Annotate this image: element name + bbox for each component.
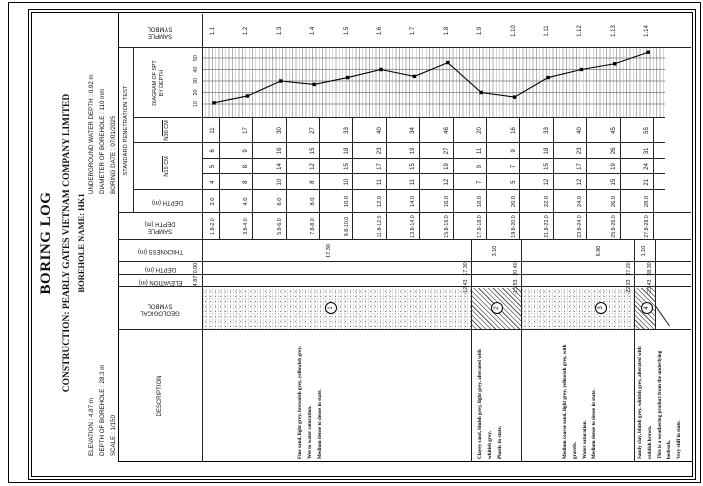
n15-value: 8 [243, 164, 250, 169]
n15-value: 10 [343, 178, 350, 186]
spt-scale-tick: 50 [193, 55, 199, 61]
borehole-bottom-line [655, 240, 656, 330]
geological-pattern-layer-1 [203, 288, 471, 329]
n15-value: 31 [644, 147, 651, 155]
layer-description [476, 341, 505, 459]
description-line: Fine sand, light grey, brownish grey, yellowish grey. [297, 345, 303, 459]
sample-symbol: 1.7 [410, 26, 417, 36]
n30-value: 20 [477, 127, 484, 134]
sample-row-separator [419, 118, 420, 240]
n15-sub-line-2 [202, 158, 665, 159]
layer-description [636, 341, 685, 459]
sample-depth-value: 9.8-10.0 [343, 216, 350, 237]
col-line-elev [118, 286, 691, 287]
col-line-geo [118, 329, 691, 330]
depth-boundary-value: 20.40 [513, 262, 519, 276]
sample-row-separator [553, 118, 554, 240]
n15-value: 19 [410, 147, 417, 155]
spt-depth-value: 16.0 [443, 195, 450, 208]
header-n15: N15 CM [164, 156, 170, 177]
spt-depth-value: 8.0 [310, 197, 317, 206]
sample-row-separator [286, 118, 287, 240]
sample-symbol: 1.13 [610, 25, 617, 37]
n15-value: 19 [443, 163, 450, 170]
header-thickness: THICKNESS (m) [137, 248, 183, 255]
n30-value: 46 [443, 127, 450, 134]
sample-row-separator [620, 118, 621, 240]
thickness-value: 1.10 [641, 245, 647, 257]
n15-value: 10 [276, 178, 283, 186]
sample-depth-value: 23.8-24.0 [577, 215, 584, 238]
spt-depth-value: 20.0 [510, 195, 517, 208]
info-line: DIAMETER OF BOREHOLE : 110 mm [98, 88, 106, 194]
info-line: DEPTH OF BOREHOLE : 28.3 m [98, 364, 106, 456]
n15-value: 5 [510, 180, 517, 184]
n30-value: 33 [544, 127, 550, 134]
sample-depth-value: 19.8-20.0 [510, 215, 517, 238]
n15-value: 15 [610, 178, 617, 186]
sample-depth-value: 21.8-22.0 [544, 215, 550, 238]
n30-value: 55 [644, 127, 651, 134]
layer-boundary-line [634, 240, 635, 462]
layer-number-badge: 3 [595, 302, 607, 314]
sample-depth-value: 5.8-6.0 [276, 218, 283, 235]
col-line-sym [118, 47, 691, 48]
header-geological-symbol: GEOLOGICAL SYMBOL [140, 302, 180, 316]
sample-symbol: 1.3 [276, 26, 283, 36]
spt-depth-value: 26.0 [610, 195, 617, 208]
sample-symbol: 1.2 [243, 26, 250, 36]
sample-row-separator [586, 118, 587, 240]
n15-value: 11 [377, 179, 383, 186]
col-line-sptd [118, 212, 691, 213]
surface-elevation: 4.87 [193, 275, 199, 287]
spt-depth-value: 12.0 [377, 195, 383, 208]
description-line: Wet to water saturation. [306, 405, 313, 459]
n15-value: 23 [577, 147, 584, 155]
n15-value: 14 [276, 163, 283, 170]
n15-value: 5 [210, 164, 216, 169]
n15-value: 19 [610, 163, 617, 170]
elevation-boundary-value: -23.43 [647, 279, 653, 295]
n15-value: 17 [577, 163, 584, 170]
sample-symbol: 1.9 [477, 26, 484, 36]
sample-depth-value: 3.8-4.0 [243, 218, 250, 235]
n15-value: 9 [477, 164, 484, 169]
depth-boundary-value: 28.30 [647, 262, 653, 276]
n15-value: 27 [443, 147, 450, 155]
description-line: Plastic in state. [496, 425, 503, 459]
sample-depth-value: 11.8-12.0 [377, 215, 383, 238]
description-line: This is a weathering product from the underlying bedrock. [656, 350, 673, 459]
n15-value: 24 [644, 163, 651, 170]
n30-value: 45 [610, 127, 617, 134]
spt-scale-tick: 20 [193, 89, 199, 96]
spt-depth-value: 18.0 [477, 195, 484, 208]
sample-depth-value: 15.8-16.0 [443, 215, 450, 238]
description-line: Medium dense to dense in state. [316, 389, 323, 459]
layer-description [296, 341, 325, 459]
layer-boundary-line [471, 240, 472, 462]
sample-symbol: 1.14 [644, 25, 651, 37]
elevation-boundary-value: -12.43 [463, 279, 469, 295]
sample-depth-value: 13.8-14.0 [410, 215, 417, 238]
description-line: Clayey sand, bluish grey, light grey, alterated with whitish grey. [477, 349, 493, 459]
n15-value: 18 [544, 147, 550, 155]
layer-number-badge: 2 [491, 302, 503, 314]
n15-value: 11 [477, 147, 484, 154]
spt-scale-tick: 30 [193, 78, 199, 84]
spt-depth-value: 2.0 [210, 197, 216, 206]
spt-depth-value: 22.0 [544, 195, 550, 208]
layer-boundary-line [521, 240, 522, 462]
sample-row-separator [453, 118, 454, 240]
page-title: BORING LOG [38, 191, 54, 295]
thickness-value: 3.10 [492, 245, 498, 257]
sample-depth-value: 17.8-18.0 [477, 215, 484, 238]
n15-value: 7 [477, 180, 484, 184]
n15-value: 15 [310, 147, 317, 155]
n15-value: 18 [343, 147, 350, 155]
n15-value: 12 [577, 178, 584, 186]
thickness-value: 6.80 [596, 245, 602, 257]
spt-depth-value: 6.0 [276, 197, 283, 206]
description-line: Medium dense to dense in state. [591, 389, 598, 459]
n15-value: 26 [610, 147, 617, 155]
description-line: Medium coarse sand, light grey, yellowish grey, with gravels. [562, 344, 578, 459]
n30-value: 11 [210, 127, 216, 134]
n15-value: 6 [210, 149, 216, 153]
n15-value: 15 [410, 163, 417, 170]
header-n30: N30 CM [164, 120, 170, 141]
sample-depth-value: 1.8-2.0 [210, 218, 216, 235]
sample-symbol: 1.8 [443, 26, 450, 36]
header-spt-group: STANDARD PENETRATION TEST [122, 85, 129, 176]
spt-diagram [202, 48, 665, 118]
n15-value: 4 [210, 180, 216, 184]
elevation-boundary-value: -22.33 [626, 279, 632, 295]
layer-description [561, 341, 600, 459]
layer-number-badge: 1 [325, 302, 337, 314]
n15-sub-line-1 [202, 173, 665, 174]
n30-value: 16 [510, 127, 517, 134]
n30-value: 34 [410, 127, 417, 134]
n15-value: 12 [310, 163, 317, 170]
info-line: SCALE : 1/150 [109, 415, 117, 456]
header-description: DESCRIPTION [157, 375, 163, 417]
borehole-line: BOREHOLE NAME: HK1 [76, 193, 86, 293]
spt-depth-value: 28.0 [644, 195, 651, 208]
n30-value: 33 [343, 127, 350, 134]
n15-value: 21 [644, 178, 651, 186]
sample-symbol: 1.11 [544, 25, 550, 37]
sample-symbol: 1.4 [310, 26, 317, 36]
spt-depth-value: 4.0 [243, 197, 250, 206]
n15-value: 11 [410, 179, 417, 186]
sample-row-separator [519, 118, 520, 240]
geological-pattern-layer-3 [522, 288, 634, 329]
thickness-value: 17.30 [326, 244, 332, 258]
depth-boundary-value: 27.20 [626, 262, 632, 276]
header-elevation: ELEVATION (m) [138, 278, 182, 285]
n30-value: 40 [377, 127, 383, 134]
n30-value: 27 [310, 127, 317, 134]
elevation-boundary-value: -15.53 [513, 279, 519, 295]
layer-number-badge: 4 [641, 302, 653, 314]
n30-value: 30 [276, 127, 283, 134]
n15-value: 8 [310, 180, 317, 184]
sample-symbol: 1.1 [210, 26, 216, 36]
n15-value: 15 [343, 163, 350, 170]
col-line-dep [118, 274, 691, 275]
n15-value: 7 [510, 164, 517, 169]
sample-row-separator [486, 118, 487, 240]
info-right [87, 74, 119, 194]
description-line: Water saturation. [581, 420, 588, 459]
data-top-line [202, 14, 203, 462]
n15-value: 9 [510, 149, 517, 153]
sample-symbol: 1.12 [577, 25, 584, 37]
sample-row-separator [219, 118, 220, 240]
spt-scale-tick: 40 [193, 66, 199, 73]
construction-line: CONSTRUCTION: PEARLY GATES VIETNAM COMPANY LIMITED [62, 93, 72, 393]
header-spt-depth: DEPTH (m) [152, 199, 183, 205]
info-line: UNDERGROUND WATER DEPTH : 0.92 m [88, 74, 95, 194]
sample-depth-value: 7.8-8.0 [310, 218, 317, 235]
depth-boundary-value: 17.30 [463, 262, 469, 276]
sample-row-separator [653, 118, 654, 240]
n15-value: 9 [243, 149, 250, 153]
n15-value: 17 [377, 163, 383, 170]
sample-row-separator [352, 118, 353, 240]
sample-symbol: 1.5 [343, 26, 350, 36]
description-line: Sandy clay, bluish grey, whitish grey, alterated with reddish brown. [637, 346, 653, 459]
sample-row-separator [386, 118, 387, 240]
description-line: Very stiff in state. [676, 420, 683, 459]
surface-depth: 0.00 [193, 262, 199, 274]
sample-row-separator [252, 118, 253, 240]
n15-value: 15 [544, 163, 550, 170]
spt-depth-value: 14.0 [410, 195, 417, 208]
n30-value: 40 [577, 127, 584, 134]
sample-depth-value: 27.8-28.0 [644, 215, 651, 238]
header-sample-symbol: SAMPLE SYMBOL [147, 25, 173, 39]
header-depth: DEPTH (m) [144, 266, 176, 272]
n30-value: 17 [243, 127, 250, 134]
sample-symbol: 1.10 [510, 25, 517, 37]
n15-value: 12 [443, 178, 450, 186]
sample-row-separator [319, 118, 320, 240]
n15-value: 12 [544, 178, 550, 186]
n15-value: 16 [276, 147, 283, 155]
n15-value: 8 [243, 180, 250, 184]
info-left [87, 365, 119, 456]
col-line-sdep [118, 239, 691, 240]
header-diagram: DIAGRAM OF SPT BY DEPTH [152, 60, 165, 106]
spt-depth-value: 24.0 [577, 195, 584, 208]
col-line-thick [118, 261, 691, 262]
sample-symbol: 1.6 [377, 26, 383, 36]
spt-scale-tick: 10 [193, 101, 199, 107]
header-sample-depth: SAMPLE DEPTH (m) [144, 220, 176, 234]
n15-value: 23 [377, 147, 383, 155]
info-line: ELEVATION : 4.87 m [88, 398, 95, 456]
info-line: BORING DATE : 07/01/2025 [109, 115, 117, 194]
spt-depth-value: 10.0 [343, 195, 350, 208]
sample-depth-value: 25.8-26.0 [610, 215, 617, 238]
